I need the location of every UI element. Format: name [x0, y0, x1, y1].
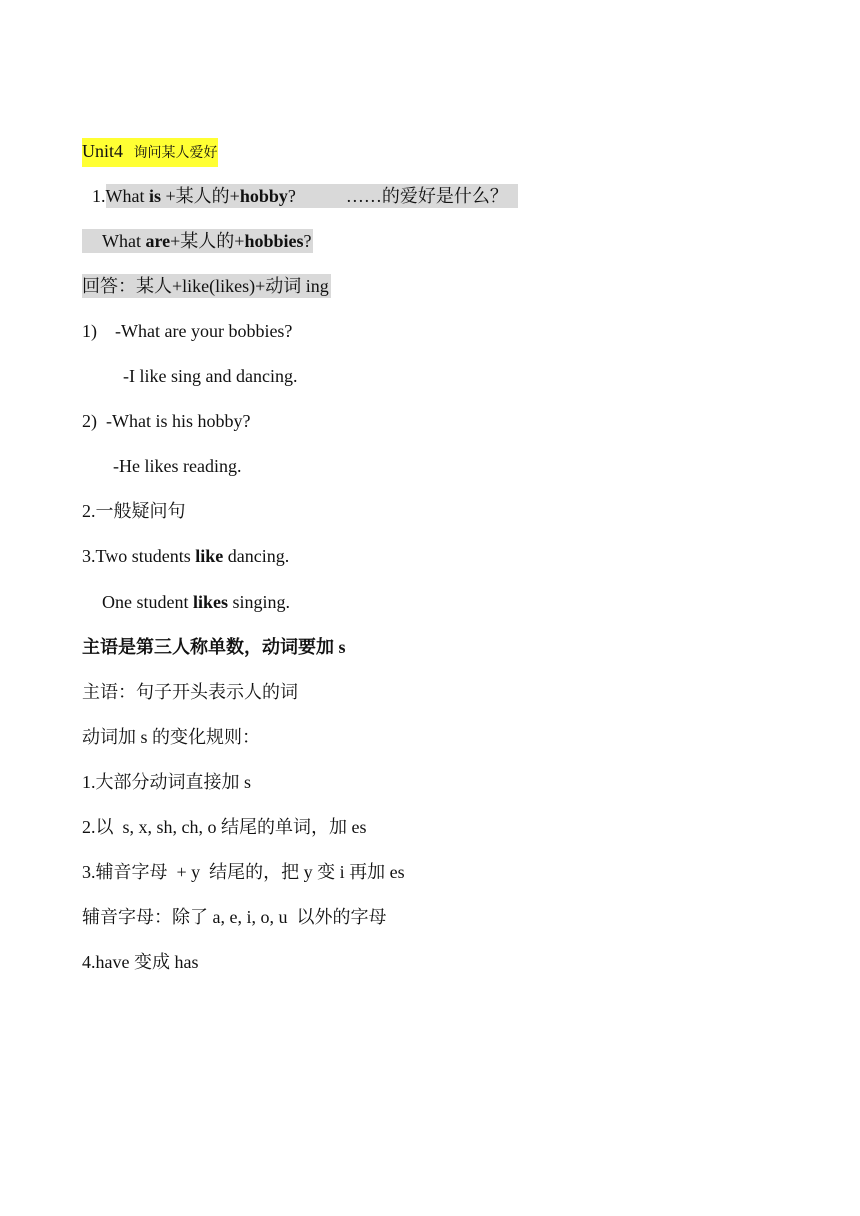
pattern-1-what: What — [105, 186, 149, 206]
section-3-line-1 — [82, 544, 289, 568]
example-2-answer: -He likes reading. — [113, 456, 242, 476]
pattern-1-meaning: ……的爱好是什么？ — [345, 186, 508, 206]
pattern-1-is: is — [148, 186, 161, 206]
pattern-1-highlight — [106, 184, 518, 208]
section-2-heading: 2.一般疑问句 — [82, 501, 186, 521]
section-3-line-2-pre: One student — [102, 592, 193, 612]
pattern-2-are: are — [145, 231, 171, 251]
rule-item: 2.以 s, x, sh, ch, o 结尾的单词，加 es — [82, 817, 367, 837]
example-1-answer: -I like sing and dancing. — [123, 366, 298, 386]
pattern-1-mid: +某人的+ — [161, 186, 240, 206]
example-1-number: 1) — [82, 321, 97, 341]
rules-title: 动词加 s 的变化规则： — [82, 727, 261, 747]
pattern-1 — [92, 184, 518, 208]
subject-definition: 主语：句子开头表示人的词 — [82, 682, 298, 702]
section-3-line-1-pre: 3.Two students — [82, 546, 196, 566]
pattern-2-what: What — [102, 231, 146, 251]
unit-title — [82, 138, 218, 167]
example-2-question: 2) -What is his hobby? — [82, 411, 251, 431]
rule-item: 1.大部分动词直接加 s — [82, 772, 252, 792]
third-person-rule-text: 主语是第三人称单数，动词要加 s — [82, 637, 346, 657]
pattern-1-question-mark: ? — [287, 186, 296, 206]
pattern-2 — [82, 229, 313, 253]
pattern-2-hobbies: hobbies — [244, 231, 304, 251]
example-1-question — [82, 319, 292, 343]
rule-item: 辅音字母：除了 a, e, i, o, u 以外的字母 — [82, 907, 387, 927]
section-3-likes: likes — [192, 592, 228, 612]
pattern-2-question-mark: ? — [303, 231, 312, 251]
third-person-rule — [82, 635, 346, 659]
pattern-2-mid: +某人的+ — [170, 231, 245, 251]
answer-pattern: 回答：某人+like(likes)+动词 ing — [82, 276, 329, 296]
section-3-line-2 — [102, 590, 290, 614]
pattern-1-number: 1. — [92, 186, 106, 206]
rule-item: 4.have 变成 has — [82, 952, 199, 972]
unit-label: Unit4 — [82, 141, 124, 161]
example-1-question-text: -What are your bobbies? — [115, 321, 293, 341]
section-3-like: like — [195, 546, 224, 566]
pattern-1-hobby: hobby — [239, 186, 288, 206]
unit-subtitle: 询问某人爱好 — [133, 146, 218, 161]
section-3-line-2-post: singing. — [228, 592, 291, 612]
section-3-line-1-post: dancing. — [223, 546, 290, 566]
rule-item: 3.辅音字母 + y 结尾的，把 y 变 i 再加 es — [82, 862, 405, 882]
